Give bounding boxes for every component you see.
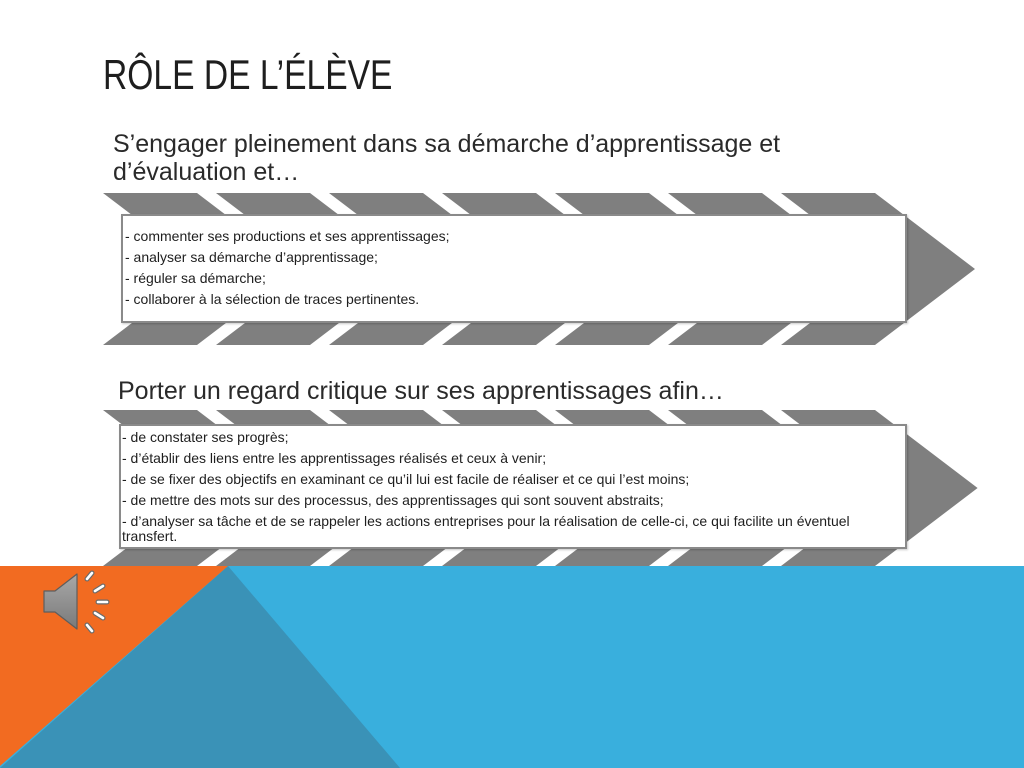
slide-title: RÔLE DE L’ÉLÈVE xyxy=(103,51,393,98)
text-box xyxy=(121,214,907,323)
sound-wave xyxy=(95,613,103,618)
footer-decoration xyxy=(0,566,1024,768)
list-item: - commenter ses productions et ses apprentissages; xyxy=(125,228,450,244)
list-item: - collaborer à la sélection de traces pertinentes. xyxy=(125,291,420,307)
section-heading: S’engager pleinement dans sa démarche d’apprentissage et d’évaluation et… xyxy=(113,130,781,186)
bullet-list xyxy=(125,229,870,307)
list-item: - réguler sa démarche; xyxy=(125,270,266,286)
list-item: - de mettre des mots sur des processus, des apprentissages qui sont souvent abstraits; xyxy=(122,492,664,508)
list-item: - d’analyser sa tâche et de se rappeler les actions entreprises pour la réalisation de celle-ci, ce qui facilite un éventuel transfert. xyxy=(122,513,850,544)
speaker-body xyxy=(44,574,77,629)
speaker-icon[interactable] xyxy=(40,568,112,634)
list-item: - d’établir des liens entre les apprentissages réalisés et ceux à venir; xyxy=(122,450,547,466)
section-heading: Porter un regard critique sur ses apprentissages afin… xyxy=(118,377,724,405)
sound-waves xyxy=(87,573,107,631)
text-box xyxy=(119,424,907,549)
list-item: - analyser sa démarche d’apprentissage; xyxy=(125,249,378,265)
list-item: - de se fixer des objectifs en examinant ce qu’il lui est facile de réaliser et ce qui l’est moins; xyxy=(122,471,690,487)
sound-wave xyxy=(87,573,92,579)
list-item: - de constater ses progrès; xyxy=(122,429,289,445)
bullet-list xyxy=(122,430,867,544)
sound-wave xyxy=(87,625,92,631)
sound-wave xyxy=(95,586,103,591)
audio-button[interactable] xyxy=(40,568,112,634)
